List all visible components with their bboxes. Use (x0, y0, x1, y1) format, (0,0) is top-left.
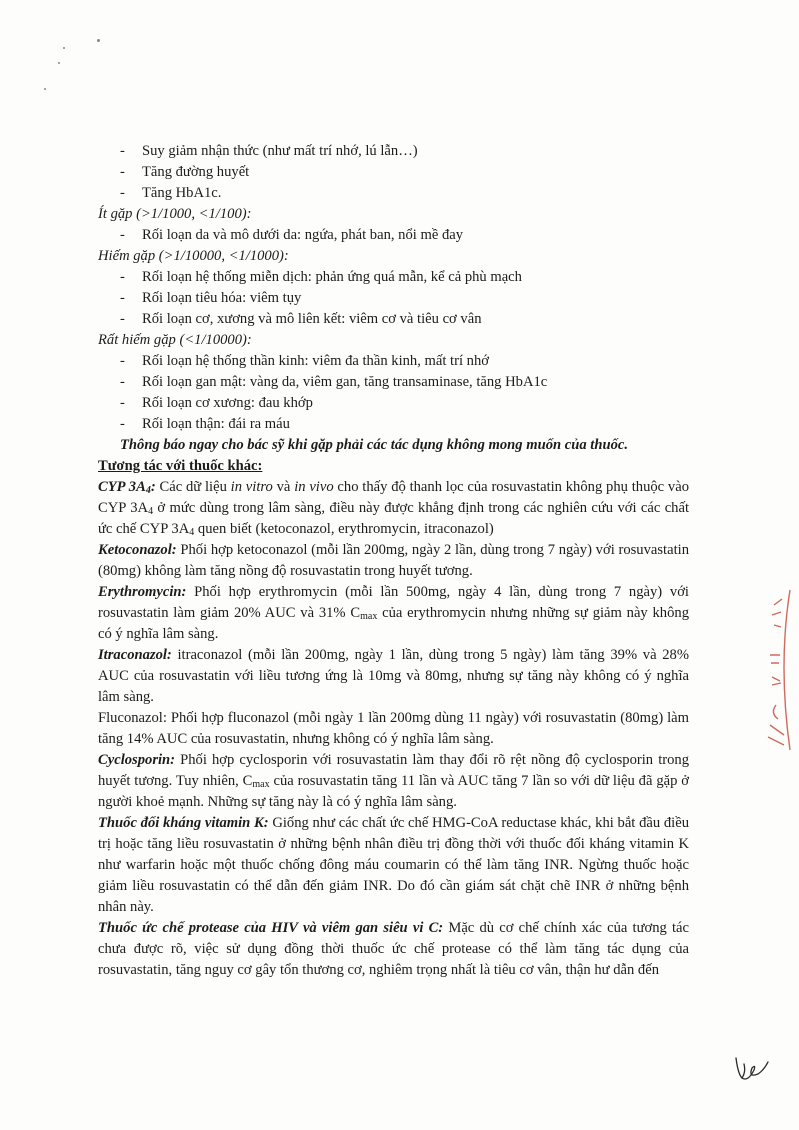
list-item-text: Rối loạn thận: đái ra máu (142, 416, 290, 432)
seal-stamp (760, 585, 796, 755)
term-label: Itraconazol: (98, 647, 172, 663)
bullet-dash: - (120, 311, 125, 327)
term-label: Ketoconazol: (98, 542, 177, 558)
list-item (98, 372, 689, 393)
bullet-dash: - (120, 185, 125, 201)
bullet-dash: - (120, 227, 125, 243)
list-item (98, 393, 689, 414)
bullet-dash: - (120, 290, 125, 306)
list-item-text: Rối loạn gan mật: vàng da, viêm gan, tăng transaminase, tăng HbA1c (142, 374, 548, 390)
frequency-heading-uncommon: Ít gặp (>1/1000, <1/100): (98, 206, 252, 222)
list-item-text: Rối loạn hệ thống thần kinh: viêm đa thần kinh, mất trí nhớ (142, 353, 489, 369)
list-item (98, 141, 689, 162)
adverse-effect-warning: Thông báo ngay cho bác sỹ khi gặp phải các tác dụng không mong muốn của thuốc. (120, 437, 629, 453)
frequency-heading-very-rare: Rất hiếm gặp (<1/10000): (98, 332, 252, 348)
list-item (98, 162, 689, 183)
scan-speck (63, 47, 65, 49)
list-item-text: Rối loạn tiêu hóa: viêm tụy (142, 290, 302, 306)
bullet-dash: - (120, 374, 125, 390)
list-item (98, 309, 689, 330)
list-item (98, 183, 689, 204)
bullet-dash: - (120, 416, 125, 432)
list-item-text: Rối loạn da và mô dưới da: ngứa, phát ban, nổi mề đay (142, 227, 464, 243)
bullet-dash: - (120, 164, 125, 180)
list-item-text: Tăng đường huyết (142, 164, 250, 180)
list-item (98, 414, 689, 435)
paragraph-hiv-protease: Thuốc ức chế protease của HIV và viêm gan siêu vi C: Mặc dù cơ chế chính xác của tương tác chưa được rõ, việc sử dụng đồng thời thuốc ức chế protease có thể làm tăng tác dụng của rosuvastatin, tăng nguy cơ gây tổn thương cơ, nghiêm trọng nhất là tiêu cơ vân, thận hư dẫn đến (98, 920, 689, 978)
list-item (98, 225, 689, 246)
term-label: Thuốc đối kháng vitamin K: (98, 815, 269, 831)
bullet-dash: - (120, 395, 125, 411)
paragraph-cyclosporin: Cyclosporin: Phối hợp cyclosporin với rosuvastatin làm thay đổi rõ rệt nồng độ cyclosporin trong huyết tương. Tuy nhiên, $C_{max}$ của rosuvastatin tăng 11 lần và AUC tăng 7 lần so với dữ liệu đã gặp ở người khoẻ mạnh. Những sự tăng này là có ý nghĩa lâm sàng. (98, 752, 689, 810)
paragraph-fluconazol: Fluconazol: Phối hợp fluconazol (mỗi ngày 1 lần 200mg dùng 11 ngày) với rosuvastatin (80mg) làm tăng 14% AUC của rosuvastatin, nhưng không có ý nghĩa lâm sàng. (98, 710, 689, 747)
scan-speck (44, 88, 46, 90)
list-item-text: Suy giảm nhận thức (như mất trí nhớ, lú lẫn…) (142, 143, 418, 159)
paragraph-ketoconazol: Ketoconazol: Phối hợp ketoconazol (mỗi lần 200mg, ngày 2 lần, dùng trong 7 ngày) với rosuvastatin (80mg) không làm tăng nồng độ rosuvastatin trong huyết tương. (98, 542, 689, 579)
list-item (98, 288, 689, 309)
list-item-text: Rối loạn cơ xương: đau khớp (142, 395, 313, 411)
list-item (98, 351, 689, 372)
paragraph-vitamin-k: Thuốc đối kháng vitamin K: Giống như các chất ức chế HMG-CoA reductase khác, khi bắt đầu điều trị hoặc tăng liều rosuvastatin ở những bệnh nhân điều trị đồng thời với thuốc đối kháng vitamin K như warfarin hoặc một thuốc chống đông máu coumarin có thể làm tăng INR. Ngừng thuốc hoặc giảm liều rosuvastatin có thể dẫn đến giảm INR. Do đó cần giám sát chặt chẽ INR ở những bệnh nhân này. (98, 815, 689, 915)
paragraph-itraconazol: Itraconazol: itraconazol (mỗi lần 200mg, ngày 1 lần, dùng trong 5 ngày) làm tăng 39% và 28% AUC của rosuvastatin với liều tương ứng là 10mg và 80mg, nhưng sự tăng này không có ý nghĩa lâm sàng. (98, 647, 689, 705)
list-item-text: Rối loạn hệ thống miễn dịch: phản ứng quá mẫn, kể cả phù mạch (142, 269, 522, 285)
list-item-text: Tăng HbA1c. (142, 185, 222, 201)
term-label: Erythromycin: (98, 584, 187, 600)
document-body (98, 141, 689, 981)
list-item-text: Rối loạn cơ, xương và mô liên kết: viêm cơ và tiêu cơ vân (142, 311, 482, 327)
bullet-dash: - (120, 269, 125, 285)
term-label: CYP $3A_4$: (98, 479, 156, 496)
term-label: Thuốc ức chế protease của HIV và viêm gan siêu vi C: (98, 920, 444, 936)
paragraph-erythromycin: Erythromycin: Phối hợp erythromycin (mỗi lần 500mg, ngày 4 lần, dùng trong 7 ngày) với rosuvastatin làm giảm 20% AUC và 31% $C_{max}$ của erythromycin nhưng những sự giảm này không có ý nghĩa lâm sàng. (98, 584, 689, 642)
section-title: Tương tác với thuốc khác: (98, 458, 263, 474)
frequency-heading-rare: Hiếm gặp (>1/10000, <1/1000): (98, 248, 289, 264)
scan-speck (97, 39, 100, 42)
bullet-dash: - (120, 353, 125, 369)
paragraph-cyp3a4: CYP $3A_4$: Các dữ liệu in vitro và in vivo cho thấy độ thanh lọc của rosuvastatin không phụ thuộc vào CYP $3A_4$ ở mức dùng trong lâm sàng, điều này được khẳng định trong các nghiên cứu với các chất ức chế CYP $3A_4$ quen biết (ketoconazol, erythromycin, itraconazol) (98, 479, 689, 538)
scan-speck (58, 62, 60, 64)
bullet-dash: - (120, 143, 125, 159)
term-label: Cyclosporin: (98, 752, 176, 768)
handwritten-signature (728, 1052, 770, 1086)
list-item (98, 267, 689, 288)
